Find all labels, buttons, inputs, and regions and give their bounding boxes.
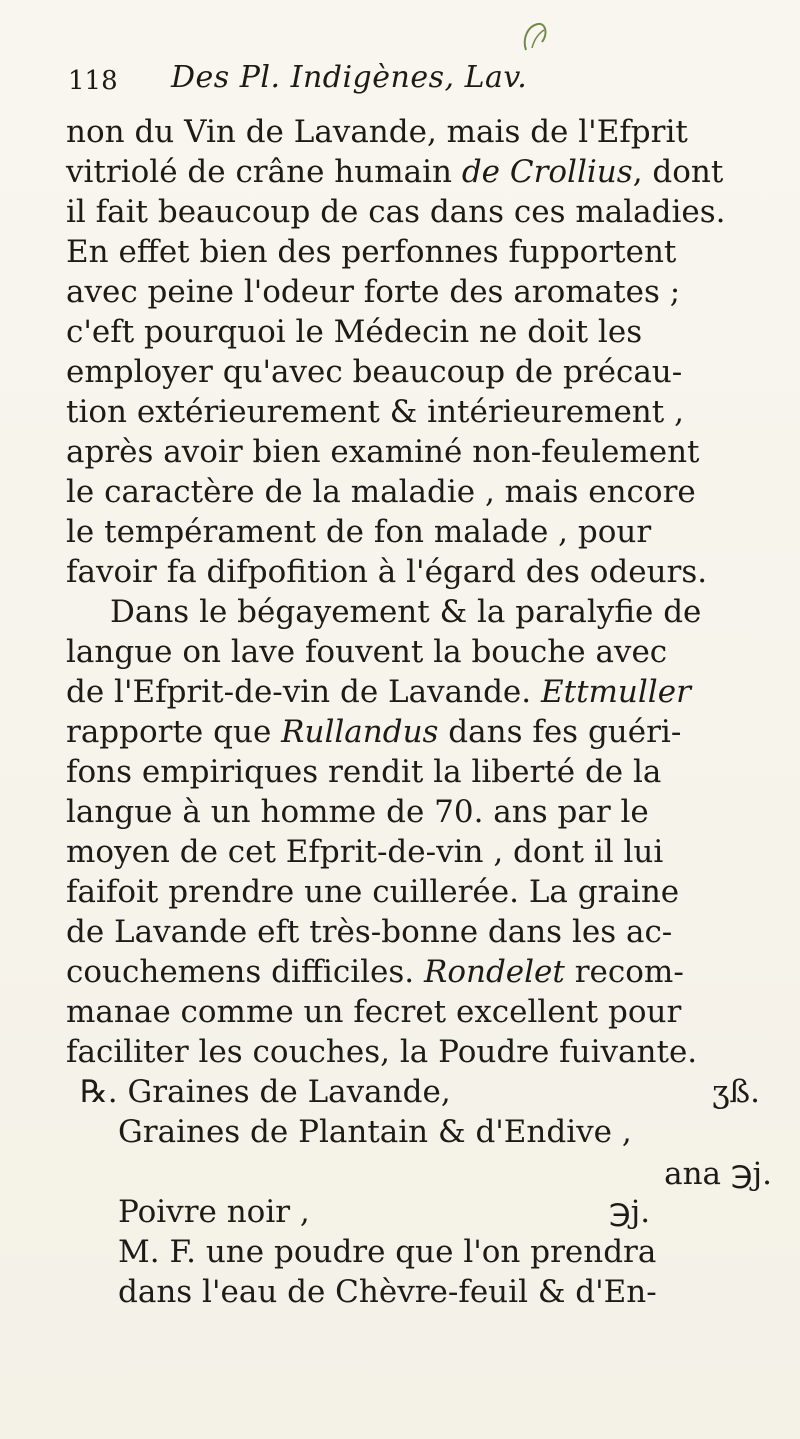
text-line bbox=[66, 632, 786, 672]
text-line bbox=[66, 272, 786, 312]
line-text: moyen de cet Efprit-de-vin , dont il lui bbox=[66, 834, 664, 870]
text-line bbox=[66, 912, 786, 952]
line-text: Dans le bégayement & la paralyfie de bbox=[110, 594, 702, 630]
text-line bbox=[66, 512, 786, 552]
line-text: il fait beaucoup de cas dans ces maladies. bbox=[66, 194, 726, 230]
text-line bbox=[66, 1272, 786, 1312]
text-line bbox=[66, 1032, 786, 1072]
running-title: Des Pl. Indigènes, Lav. bbox=[171, 60, 528, 95]
line-text: recom- bbox=[564, 954, 684, 990]
text-line bbox=[66, 432, 786, 472]
line-text: couchemens difficiles. bbox=[66, 954, 424, 990]
line-text: langue on lave fouvent la bouche avec bbox=[66, 634, 668, 670]
body-text bbox=[66, 112, 786, 1312]
line-text: M. F. une poudre que l'on prendra bbox=[118, 1234, 657, 1270]
text-line bbox=[66, 712, 786, 752]
line-text: c'eft pourquoi le Médecin ne doit les bbox=[66, 314, 643, 350]
text-line bbox=[66, 552, 786, 592]
line-text: de l'Efprit-de-vin de Lavande. bbox=[66, 674, 541, 710]
text-line bbox=[66, 392, 786, 432]
recipe-amount: ʒß. bbox=[711, 1074, 760, 1110]
line-text: avec peine l'odeur forte des aromates ; bbox=[66, 274, 681, 310]
recipe-line bbox=[66, 1192, 786, 1232]
text-line bbox=[66, 112, 786, 152]
line-text: le caractère de la maladie , mais encore bbox=[66, 474, 696, 510]
text-line bbox=[66, 832, 786, 872]
text-line bbox=[66, 672, 786, 712]
text-line bbox=[66, 352, 786, 392]
line-text: , dont bbox=[632, 154, 724, 190]
line-text: le tempérament de fon malade , pour bbox=[66, 514, 652, 550]
recipe-ingredient: Graines de Plantain & d'Endive , bbox=[118, 1114, 632, 1150]
recipe-ingredient: ℞. Graines de Lavande, bbox=[80, 1074, 451, 1110]
line-text: dans l'eau de Chèvre-feuil & d'En- bbox=[118, 1274, 657, 1310]
line-text: manae comme un fecret excellent pour bbox=[66, 994, 682, 1030]
line-text: En effet bien des perfonnes fupportent bbox=[66, 234, 677, 270]
line-text: faciliter les couches, la Poudre fuivante. bbox=[66, 1034, 698, 1070]
author-name: Ettmuller bbox=[540, 674, 691, 710]
text-line bbox=[66, 952, 786, 992]
page-number: 118 bbox=[68, 66, 118, 96]
recipe-line bbox=[66, 1112, 786, 1154]
text-line bbox=[66, 472, 786, 512]
line-text: employer qu'avec beaucoup de précau- bbox=[66, 354, 683, 390]
text-line bbox=[66, 232, 786, 272]
text-line bbox=[66, 792, 786, 832]
author-name: Rullandus bbox=[281, 714, 439, 750]
recipe-line bbox=[66, 1154, 786, 1192]
line-text: favoir fa difpofition à l'égard des odeurs. bbox=[66, 554, 708, 590]
line-text: de Lavande eft très-bonne dans les ac- bbox=[66, 914, 673, 950]
text-line bbox=[66, 312, 786, 352]
author-name: Rondelet bbox=[423, 954, 565, 990]
recipe-amount: ℈j. bbox=[608, 1194, 651, 1230]
text-line bbox=[66, 592, 786, 632]
line-text: dans fes guéri- bbox=[438, 714, 682, 750]
recipe-ingredient: Poivre noir , bbox=[118, 1194, 310, 1230]
line-text: rapporte que bbox=[66, 714, 282, 750]
text-line bbox=[66, 152, 786, 192]
ink-mark-icon bbox=[520, 20, 550, 54]
text-line bbox=[66, 752, 786, 792]
line-text: langue à un homme de 70. ans par le bbox=[66, 794, 649, 830]
author-name: de Crollius bbox=[461, 154, 633, 190]
line-text: faifoit prendre une cuillerée. La graine bbox=[66, 874, 680, 910]
line-text: après avoir bien examiné non-feulement bbox=[66, 434, 700, 470]
text-line bbox=[66, 1232, 786, 1272]
text-line bbox=[66, 872, 786, 912]
page-header bbox=[68, 58, 768, 110]
line-text: vitriolé de crâne humain bbox=[66, 154, 462, 190]
text-line bbox=[66, 192, 786, 232]
text-line bbox=[66, 992, 786, 1032]
recipe-line bbox=[66, 1072, 786, 1112]
line-text: non du Vin de Lavande, mais de l'Efprit bbox=[66, 114, 688, 150]
line-text: fons empiriques rendit la liberté de la bbox=[66, 754, 662, 790]
line-text: tion extérieurement & intérieurement , bbox=[66, 394, 684, 430]
recipe-amount: ana ℈j. bbox=[664, 1156, 772, 1192]
